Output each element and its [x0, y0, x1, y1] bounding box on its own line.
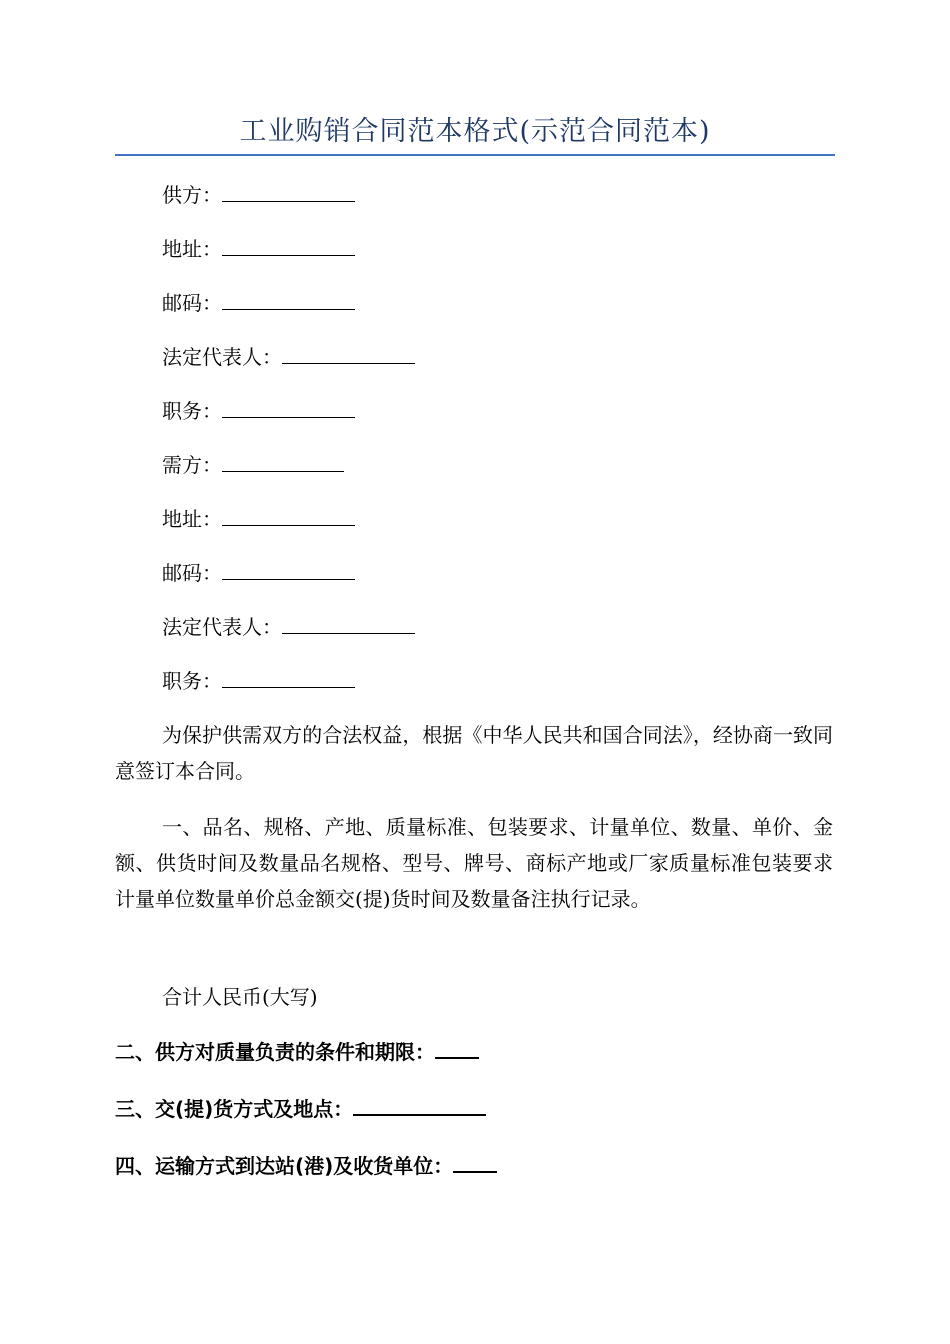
- supplier-party-blank: [222, 183, 355, 202]
- buyer-position-field: [162, 667, 355, 695]
- buyer-rep-label: 法定代表人：: [162, 615, 282, 639]
- buyer-postcode-field: [162, 559, 355, 587]
- total-amount-line: 合计人民币(大写): [162, 985, 318, 1009]
- supplier-rep-label: 法定代表人：: [162, 345, 282, 369]
- supplier-address-blank: [222, 237, 355, 256]
- buyer-position-label: 职务：: [162, 669, 222, 693]
- supplier-postcode-field: [162, 289, 355, 317]
- title-underline: [115, 154, 835, 156]
- buyer-rep-field: [162, 613, 415, 641]
- supplier-postcode-label: 邮码：: [162, 291, 222, 315]
- clause-4-label: 四、运输方式到达站(港)及收货单位：: [115, 1154, 454, 1178]
- buyer-address-field: [162, 505, 355, 533]
- clause-2-blank: [435, 1039, 479, 1059]
- clause-2-heading: [115, 1038, 479, 1066]
- clause-3-label: 三、交(提)货方式及地点：: [115, 1097, 354, 1121]
- supplier-address-label: 地址：: [162, 237, 222, 261]
- buyer-address-label: 地址：: [162, 507, 222, 531]
- buyer-address-blank: [222, 507, 355, 526]
- buyer-party-blank: [222, 453, 344, 472]
- clause-4-heading: [115, 1152, 497, 1180]
- supplier-party-label: 供方：: [162, 183, 222, 207]
- clause-3-heading: [115, 1095, 486, 1123]
- supplier-address-field: [162, 235, 355, 263]
- supplier-position-field: [162, 397, 355, 425]
- buyer-rep-blank: [282, 615, 415, 634]
- clause-3-blank: [353, 1096, 486, 1116]
- clause-4-blank: [453, 1153, 497, 1173]
- buyer-party-label: 需方：: [162, 453, 222, 477]
- buyer-postcode-label: 邮码：: [162, 561, 222, 585]
- clause-1-paragraph: 一、品名、规格、产地、质量标准、包装要求、计量单位、数量、单价、金额、供货时间及数量品名规格、型号、牌号、商标产地或厂家质量标准包装要求计量单位数量单价总金额交(提)货时间及数量备注执行记录。: [115, 815, 833, 911]
- buyer-party-field: [162, 451, 344, 479]
- supplier-position-blank: [222, 399, 355, 418]
- supplier-postcode-blank: [222, 291, 355, 310]
- supplier-position-label: 职务：: [162, 399, 222, 423]
- document-title: 工业购销合同范本格式(示范合同范本): [239, 116, 711, 147]
- supplier-party-field: [162, 181, 355, 209]
- buyer-postcode-blank: [222, 561, 355, 580]
- clause-2-label: 二、供方对质量负责的条件和期限：: [115, 1040, 435, 1064]
- supplier-rep-blank: [282, 345, 415, 364]
- preamble-paragraph: 为保护供需双方的合法权益，根据《中华人民共和国合同法》，经协商一致同意签订本合同。: [115, 723, 833, 783]
- supplier-rep-field: [162, 343, 415, 371]
- buyer-position-blank: [222, 669, 355, 688]
